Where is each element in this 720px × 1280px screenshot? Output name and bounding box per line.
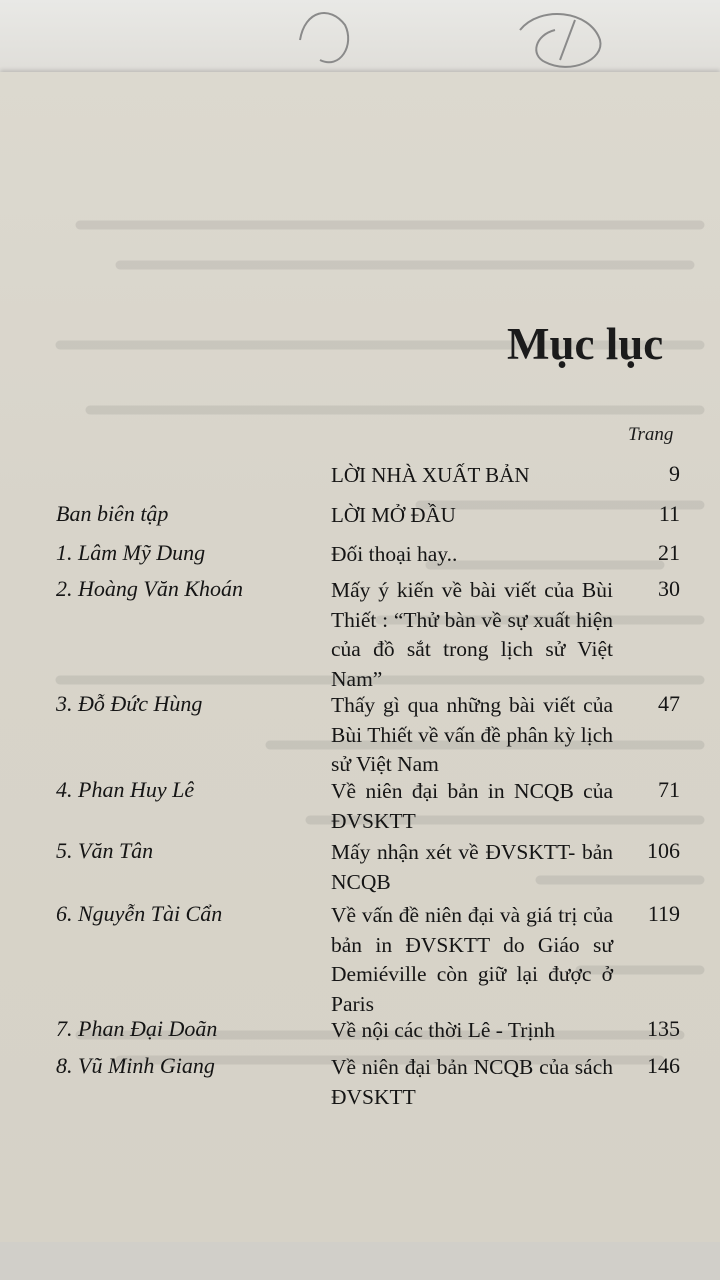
- toc-page-number: 135: [647, 1016, 680, 1041]
- toc-page-number: 9: [669, 461, 680, 486]
- toc-title: LỜI MỞ ĐẦU: [331, 503, 456, 527]
- toc-title: Đối thoại hay..: [331, 542, 458, 566]
- toc-author: 8. Vũ Minh Giang: [56, 1053, 215, 1078]
- toc-page-number: 71: [658, 777, 680, 802]
- toc-page-number: 30: [658, 576, 680, 601]
- toc-page-number: 47: [658, 691, 680, 716]
- toc-title: LỜI NHÀ XUẤT BẢN: [331, 463, 530, 487]
- table-of-contents-heading: Mục lục: [507, 319, 664, 369]
- toc-author: 5. Văn Tân: [56, 838, 154, 863]
- toc-title: Mấy ý kiến về bài viết của Bùi Thiết : “Thử bàn về sự xuất hiện của đồ sắt trong lịch sử Việt Nam”: [331, 578, 613, 691]
- toc-title: Thấy gì qua những bài viết của Bùi Thiết về vấn đề phân kỳ lịch sử Việt Nam: [331, 693, 613, 776]
- page-column-label: Trang: [628, 424, 674, 445]
- toc-page-number: 106: [647, 838, 680, 863]
- toc-author: 7. Phan Đại Doãn: [56, 1016, 218, 1041]
- toc-page-number: 21: [658, 540, 680, 565]
- desk-surface-bottom: [0, 1242, 720, 1280]
- toc-title: Về niên đại bản NCQB của sách ĐVSKTT: [331, 1055, 613, 1109]
- toc-author: Ban biên tập: [56, 501, 169, 526]
- toc-author: 1. Lâm Mỹ Dung: [56, 540, 206, 565]
- toc-author: 2. Hoàng Văn Khoán: [56, 576, 243, 601]
- toc-page-number: 119: [647, 901, 680, 926]
- toc-title: Về nội các thời Lê - Trịnh: [331, 1018, 555, 1042]
- toc-page-number: 11: [658, 501, 680, 526]
- toc-title: Về vấn đề niên đại và giá trị của bản in ĐVSKTT do Giáo sư Demiéville còn giữ lại được ở Paris: [331, 903, 613, 1016]
- toc-author: 3. Đỗ Đức Hùng: [56, 691, 203, 716]
- pen-scribble-mark-icon: [0, 0, 720, 82]
- toc-author: 4. Phan Huy Lê: [56, 777, 195, 802]
- toc-title: Về niên đại bản in NCQB của ĐVSKTT: [331, 779, 613, 833]
- toc-page-number: 146: [647, 1053, 680, 1078]
- toc-title: Mấy nhận xét về ĐVSKTT- bản NCQB: [331, 840, 613, 894]
- toc-author: 6. Nguyễn Tài Cẩn: [56, 901, 223, 926]
